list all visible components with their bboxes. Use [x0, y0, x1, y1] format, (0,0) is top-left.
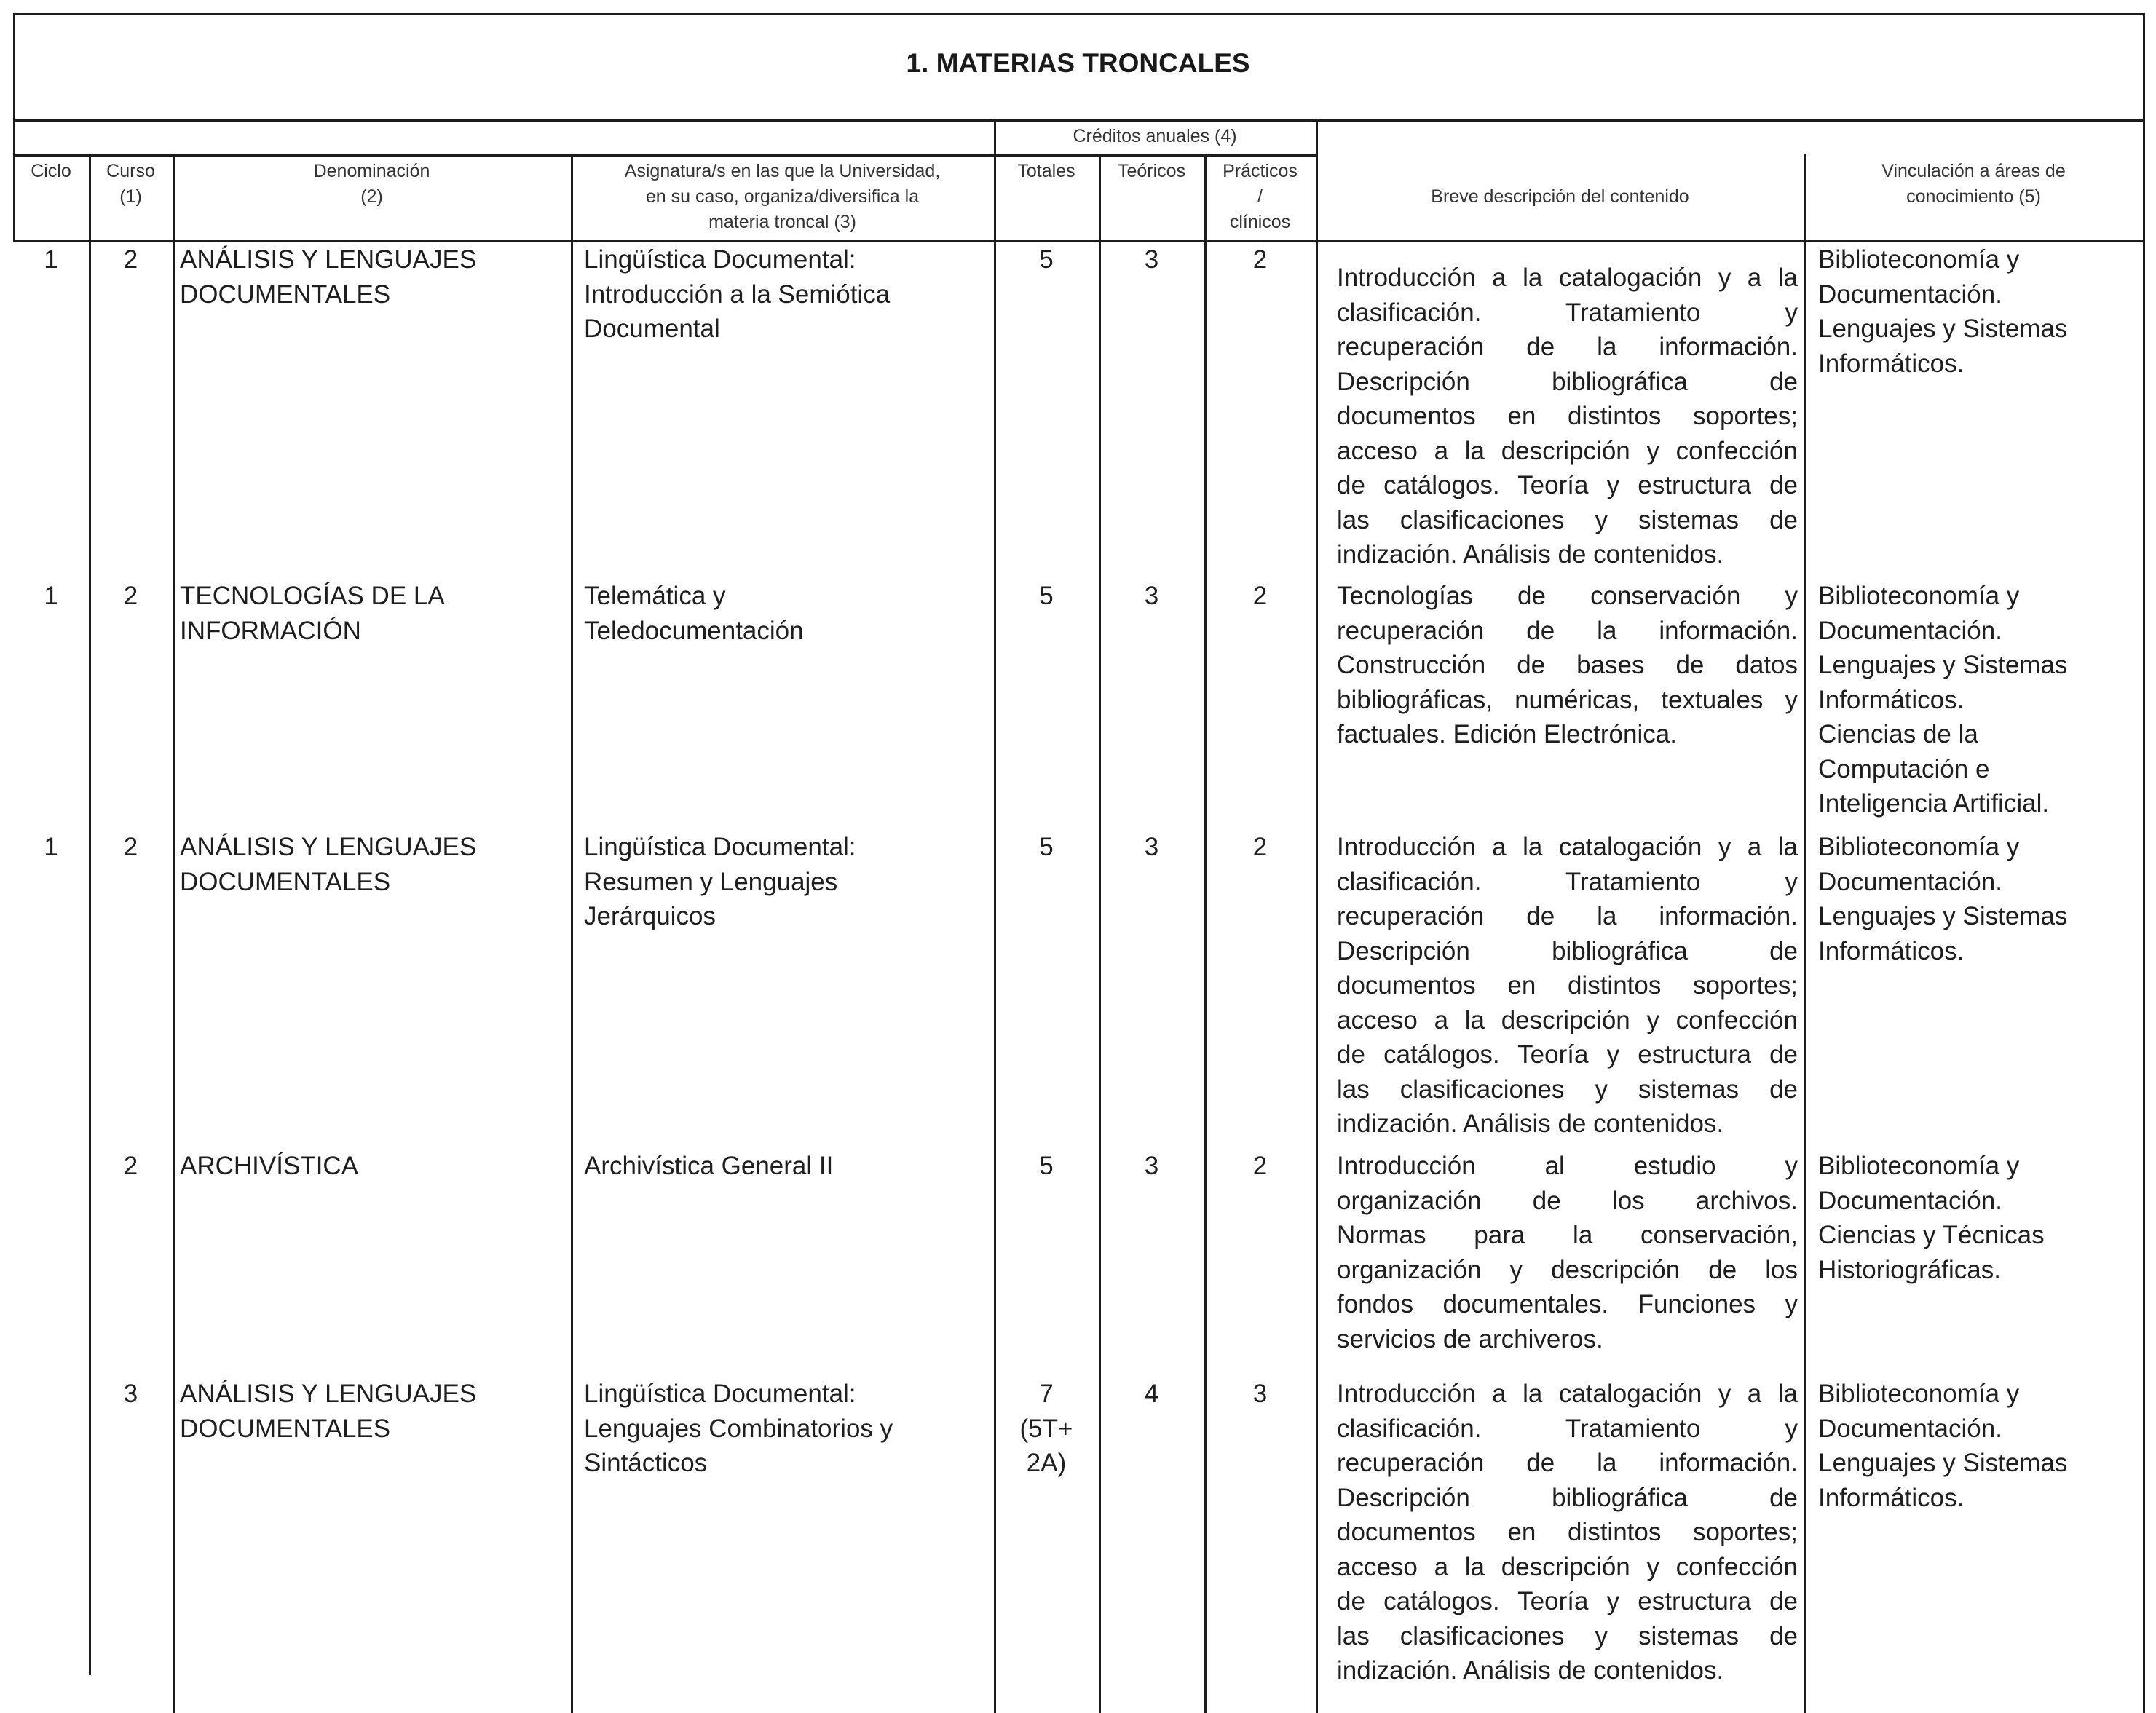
descripcion-line: acceso a la descripción y confección	[1337, 1005, 1798, 1034]
descripcion-line: las clasificaciones y sistemas de	[1337, 1075, 1798, 1104]
asignatura-line: Jerárquicos	[584, 902, 716, 930]
vinculacion-line: Biblioteconomía y	[1818, 582, 2020, 610]
vinculacion-line: Informáticos.	[1818, 685, 1965, 714]
denominacion-line: ARCHIVÍSTICA	[180, 1152, 359, 1180]
descripcion-line: Introducción a la catalogación y a la	[1337, 833, 1798, 861]
teoricos-cell: 3	[1144, 1152, 1159, 1180]
teoricos-cell: 3	[1144, 582, 1159, 610]
descripcion-line: las clasificaciones y sistemas de	[1337, 1621, 1798, 1650]
header-split-rule	[13, 154, 1318, 157]
descripcion-line: las clasificaciones y sistemas de	[1337, 505, 1798, 534]
vinculacion-line: Lenguajes y Sistemas	[1818, 651, 2068, 679]
practicos-cell: 2	[1252, 833, 1268, 861]
descripcion-line: fondos documentales. Funciones y	[1337, 1290, 1798, 1318]
curso-cell: 3	[123, 1380, 138, 1408]
descripcion-line: documentos en distintos soportes;	[1337, 1518, 1798, 1546]
vinculacion-line: Documentación.	[1818, 616, 2002, 645]
teoricos-cell: 4	[1144, 1380, 1159, 1408]
asignatura-line: Lenguajes Combinatorios y	[584, 1414, 893, 1443]
descripcion-header: Breve descripción del contenido	[1431, 186, 1689, 207]
vinculacion-line: Biblioteconomía y	[1818, 1152, 2020, 1180]
asignatura-line: Resumen y Lenguajes	[584, 867, 838, 896]
asignatura-line: Introducción a la Semiótica	[584, 280, 891, 309]
asignatura-line: Sintácticos	[584, 1449, 708, 1477]
vinculacion-line: Lenguajes y Sistemas	[1818, 314, 2068, 343]
curso-cell: 2	[123, 833, 138, 861]
vinculacion-line: Documentación.	[1818, 1414, 2002, 1443]
descripcion-line: Descripción bibliográfica de	[1337, 367, 1798, 396]
descripcion-line: acceso a la descripción y confección	[1337, 436, 1798, 465]
denominacion-line: INFORMACIÓN	[180, 616, 361, 645]
asignatura-header-line: en su caso, organiza/diversifica la	[645, 186, 920, 207]
descripcion-line: acceso a la descripción y confección	[1337, 1552, 1798, 1581]
descripcion-line: Introducción a la catalogación y a la	[1337, 264, 1798, 292]
denominacion-line: ANÁLISIS Y LENGUAJES	[180, 245, 477, 274]
descripcion-line: Descripción bibliográfica de	[1337, 936, 1798, 965]
denominacion-line: ANÁLISIS Y LENGUAJES	[180, 833, 477, 861]
descripcion-cell	[1337, 830, 1798, 1142]
totales-cell-line: 5	[1039, 833, 1054, 861]
practicos-cell: 2	[1252, 245, 1268, 274]
descripcion-line: recuperación de la información.	[1337, 333, 1798, 361]
descripcion-line: organización y descripción de los	[1337, 1255, 1798, 1284]
ciclo-cell: 1	[44, 833, 58, 861]
totales-cell-line: (5T+	[1019, 1414, 1073, 1443]
vinculacion-line: Ciencias y Técnicas	[1818, 1221, 2045, 1249]
descripcion-line: bibliográficas, numéricas, textuales y	[1337, 685, 1798, 714]
descripcion-line: Normas para la conservación,	[1337, 1221, 1798, 1249]
practicos-header-line: clínicos	[1229, 212, 1291, 232]
descripcion-line: de catálogos. Teoría y estructura de	[1337, 1040, 1798, 1069]
ciclo-cell: 1	[44, 245, 58, 274]
denominacion-line: DOCUMENTALES	[180, 1414, 391, 1443]
vinculacion-line: Historiográficas.	[1818, 1255, 2001, 1284]
totales-cell-line: 2A)	[1026, 1449, 1067, 1477]
vinculacion-line: Lenguajes y Sistemas	[1818, 902, 2068, 930]
descripcion-line: Construcción de bases de datos	[1337, 651, 1798, 679]
descripcion-line: clasificación. Tratamiento y	[1337, 1414, 1798, 1443]
descripcion-line: recuperación de la información.	[1337, 616, 1798, 645]
practicos-header-line: Prácticos	[1223, 161, 1298, 181]
header-bottom-rule	[13, 240, 2145, 242]
asignatura-line: Documental	[584, 314, 720, 343]
practicos-header-line: /	[1257, 186, 1263, 207]
descripcion-line: clasificación. Tratamiento y	[1337, 867, 1798, 896]
descripcion-cell	[1337, 1377, 1798, 1688]
curso-header-line: (1)	[119, 186, 142, 207]
curso-header-line: Curso	[106, 161, 155, 181]
descripcion-cell	[1337, 579, 1798, 752]
totales-header: Totales	[1017, 161, 1075, 181]
teoricos-cell: 3	[1144, 245, 1159, 274]
descripcion-line: documentos en distintos soportes;	[1337, 971, 1798, 1000]
asignatura-line: Lingüística Documental:	[584, 245, 856, 274]
vinculacion-header-line: Vinculación a áreas de	[1881, 161, 2066, 181]
page-title: 1. MATERIAS TRONCALES	[906, 48, 1250, 78]
denominacion-header-line: (2)	[360, 186, 383, 207]
creditos-header: Créditos anuales (4)	[1073, 126, 1237, 146]
vinculacion-line: Documentación.	[1818, 1186, 2002, 1215]
asignatura-line: Teledocumentación	[584, 616, 804, 645]
vinculacion-line: Biblioteconomía y	[1818, 245, 2020, 274]
asignatura-line: Telemática y	[584, 582, 726, 610]
ciclo-cell: 1	[44, 582, 58, 610]
descripcion-right-stub	[1804, 154, 1806, 157]
vinculacion-line: Biblioteconomía y	[1818, 833, 2020, 861]
curso-right-rule	[173, 240, 175, 1713]
vinculacion-line: Documentación.	[1818, 280, 2002, 309]
ciclo-right-rule	[89, 240, 91, 1675]
totales-cell-line: 7	[1039, 1380, 1054, 1408]
curso-cell: 2	[123, 582, 138, 610]
asignatura-header-line: Asignatura/s en las que la Universidad,	[624, 161, 941, 181]
descripcion-line: clasificación. Tratamiento y	[1337, 298, 1798, 327]
vinculacion-line: Lenguajes y Sistemas	[1818, 1449, 2068, 1477]
asignatura-line: Archivística General II	[584, 1152, 834, 1180]
denominacion-right-rule	[571, 240, 573, 1713]
descripcion-cell	[1337, 1149, 1798, 1356]
denominacion-line: DOCUMENTALES	[180, 867, 391, 896]
descripcion-line: recuperación de la información.	[1337, 1449, 1798, 1477]
practicos-cell: 2	[1252, 582, 1268, 610]
vinculacion-line: Biblioteconomía y	[1818, 1380, 2020, 1408]
totales-cell-line: 5	[1039, 1152, 1054, 1180]
table-top-rule	[13, 13, 2145, 15]
descripcion-line: indización. Análisis de contenidos.	[1337, 1656, 1724, 1685]
descripcion-line: de catálogos. Teoría y estructura de	[1337, 471, 1798, 499]
descripcion-line: documentos en distintos soportes;	[1337, 402, 1798, 430]
descripcion-line: Tecnologías de conservación y	[1337, 582, 1798, 610]
teoricos-right-rule	[1204, 240, 1207, 1713]
practicos-cell: 2	[1252, 1152, 1268, 1180]
ciclo-header: Ciclo	[31, 161, 71, 181]
descripcion-line: indización. Análisis de contenidos.	[1337, 1109, 1724, 1138]
asignatura-right-rule	[994, 240, 996, 1713]
asignatura-line: Lingüística Documental:	[584, 1380, 856, 1408]
descripcion-line: Introducción al estudio y	[1337, 1152, 1798, 1180]
totales-cell-line: 5	[1039, 582, 1054, 610]
descripcion-line: organización de los archivos.	[1337, 1186, 1798, 1215]
denominacion-line: ANÁLISIS Y LENGUAJES	[180, 1380, 477, 1408]
table-right-edge	[2143, 13, 2145, 1713]
vinculacion-line: Informáticos.	[1818, 349, 1965, 378]
teoricos-cell: 3	[1144, 833, 1159, 861]
vinculacion-line: Documentación.	[1818, 867, 2002, 896]
descripcion-line: Introducción a la catalogación y a la	[1337, 1380, 1798, 1408]
vinculacion-line: Informáticos.	[1818, 1483, 1965, 1512]
vinculacion-line: Computación e	[1818, 754, 1990, 783]
vinculacion-line: Ciencias de la	[1818, 720, 1978, 748]
vinculacion-line: Inteligencia Artificial.	[1818, 789, 2050, 818]
descripcion-line: factuales. Edición Electrónica.	[1337, 720, 1677, 748]
curso-cell: 2	[123, 1152, 138, 1180]
teoricos-header: Teóricos	[1117, 161, 1186, 181]
denominacion-line: TECNOLOGÍAS DE LA	[180, 582, 445, 610]
practicos-cell: 3	[1252, 1380, 1268, 1408]
descripcion-line: indización. Análisis de contenidos.	[1337, 540, 1724, 569]
vinculacion-header-line: conocimiento (5)	[1906, 186, 2041, 207]
denominacion-line: DOCUMENTALES	[180, 280, 391, 309]
descripcion-line: recuperación de la información.	[1337, 902, 1798, 930]
descripcion-right-rule	[1804, 154, 1806, 1713]
curso-cell: 2	[123, 245, 138, 274]
denominacion-header-line: Denominación	[313, 161, 430, 181]
asignatura-header-line: materia troncal (3)	[708, 212, 856, 232]
descripcion-line: Descripción bibliográfica de	[1337, 1483, 1798, 1512]
totales-cell-line: 5	[1039, 245, 1054, 274]
totales-right-rule	[1099, 240, 1101, 1713]
descripcion-line: servicios de archiveros.	[1337, 1324, 1603, 1353]
descripcion-line: de catálogos. Teoría y estructura de	[1337, 1587, 1798, 1615]
vinculacion-line: Informáticos.	[1818, 936, 1965, 965]
title-bottom-rule	[13, 119, 2145, 122]
creditos-right-rule	[1316, 119, 1318, 1713]
descripcion-cell	[1337, 261, 1798, 572]
asignatura-line: Lingüística Documental:	[584, 833, 856, 861]
